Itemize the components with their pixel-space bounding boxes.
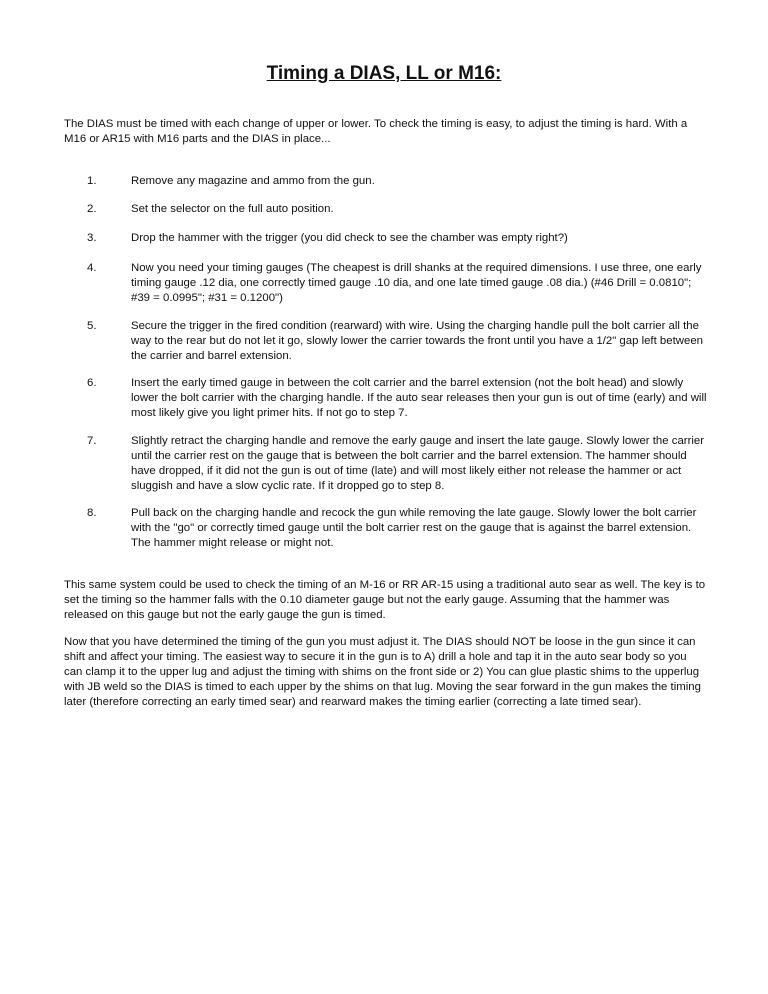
step-text: Now you need your timing gauges (The cheapest is drill shanks at the required dimensions. I use three, one early timing gauge .12 dia, one correctly timed gauge .10 dia, and one late timed gauge .08 dia.) (#46 Drill = 0.0810"; #39 = 0.0995"; #31 = 0.1200"): [131, 262, 702, 304]
step-text: Slightly retract the charging handle and remove the early gauge and insert the late gauge. Slowly lower the carrier until the carrier rest on the gauge that is between the bolt carrier and the barrel extension. The hammer should have dropped, if it did not the gun is out of time (late) and will most likely either not release the hammer or act sluggish and have a slow cyclic rate. If it dropped go to step 8.: [131, 435, 705, 492]
body-paragraph-2: This same system could be used to check the timing of an M-16 or RR AR-15 using a traditional auto sear as well. The key is to set the timing so the hammer falls with the 0.10 diameter gauge but not the early gauge. Assuming that the hammer was released on this gauge but not the early gauge the gun is timed.: [64, 579, 706, 621]
step-number: 8.: [87, 507, 97, 519]
step-number: 1.: [87, 175, 97, 187]
step-number: 3.: [87, 232, 97, 244]
step-text: Secure the trigger in the fired condition (rearward) with wire. Using the charging handle pull the bolt carrier all the way to the rear but do not let it go, slowly lower the carrier towards the front until you have a 1/2" gap left between the carrier and barrel extension.: [131, 320, 703, 362]
body-paragraph-3: Now that you have determined the timing of the gun you must adjust it. The DIAS should NOT be loose in the gun since it can shift and affect your timing. The easiest way to secure it in the gun is to A) drill a hole and tap it in the auto sear body so you can clamp it to the upper lug and adjust the timing with shims on the front side or 2) You can glue plastic shims to the upperlug with JB weld so the DIAS is timed to each upper by the shims on that lug. Moving the sear forward in the gun makes the timing later (therefore correcting an early timed sear) and rearward makes the timing earlier (correcting a late timed sear).: [64, 636, 701, 708]
step-text: Remove any magazine and ammo from the gun.: [131, 175, 375, 187]
step-number: 4.: [87, 262, 97, 274]
step-text: Set the selector on the full auto position.: [131, 203, 334, 215]
step-number: 5.: [87, 320, 97, 332]
step-number: 6.: [87, 377, 97, 389]
step-number: 2.: [87, 203, 97, 215]
document-title: Timing a DIAS, LL or M16:: [266, 63, 502, 84]
step-text: Pull back on the charging handle and recock the gun while removing the late gauge. Slowly lower the bolt carrier with the "go" or correctly timed gauge until the bolt carrier rest on the gauge that is against the barrel extension. The hammer might release or might not.: [131, 507, 697, 549]
step-text: Drop the hammer with the trigger (you did check to see the chamber was empty right?): [131, 232, 568, 244]
intro-paragraph: The DIAS must be timed with each change of upper or lower. To check the timing is easy, to adjust the timing is hard. With a M16 or AR15 with M16 parts and the DIAS in place...: [64, 118, 688, 145]
step-text: Insert the early timed gauge in between the colt carrier and the barrel extension (not the bolt head) and slowly lower the bolt carrier with the charging handle. If the auto sear releases then your gun is out of time (early) and will most likely give you light primer hits. If not go to step 7.: [131, 377, 707, 419]
step-number: 7.: [87, 435, 97, 447]
